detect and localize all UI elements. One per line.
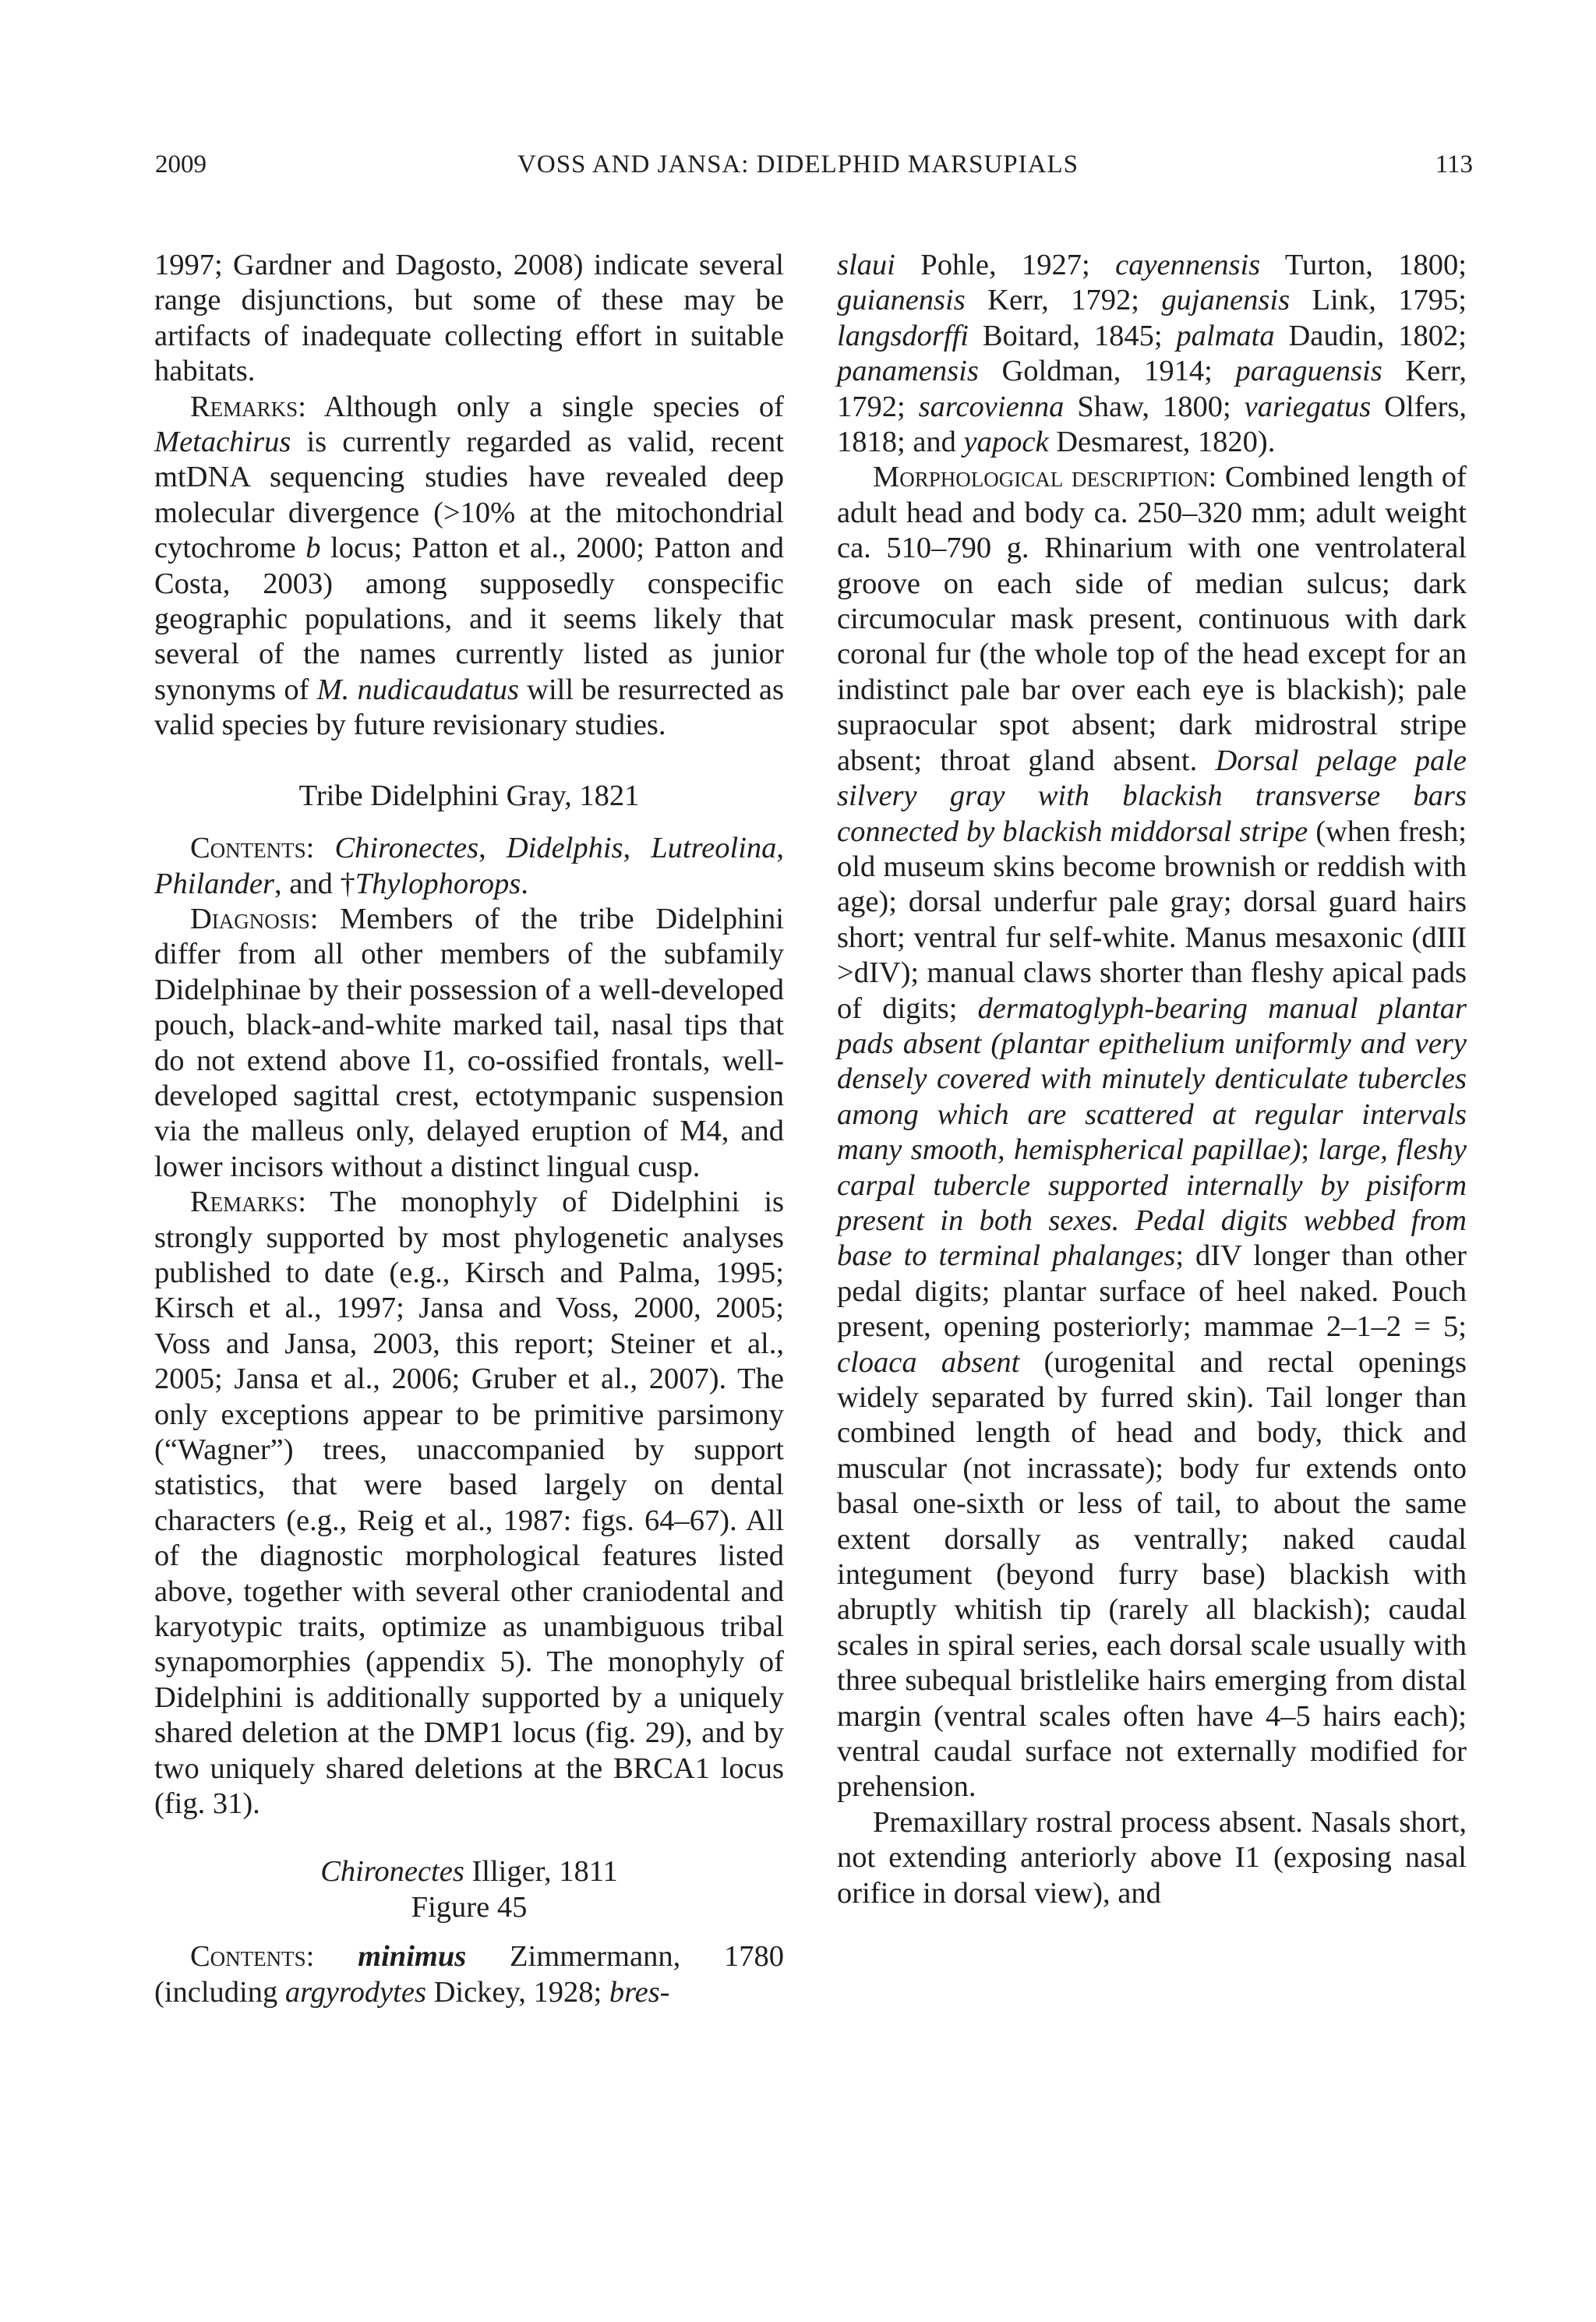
- species-name: M. nudicaudatus: [316, 673, 519, 706]
- left-column: [154, 248, 784, 2010]
- paragraph-range: 1997; Gardner and Dagosto, 2008) indicate several range disjunctions, but some of these may be artifacts of inadequate collecting effort in suitable habitats.: [154, 249, 784, 388]
- paragraph-diagnosis: Diagnosis: Members of the tribe Didelphini differ from all other members of the subfamily Didelphinae by their possession of a well-developed pouch, black-and-white marked tail, nasal tips that do not extend above I1, co-ossified frontals, well-developed sagittal crest, ectotympanic suspension via the malleus only, delayed eruption of M4, and lower incisors without a distinct lingual cusp.: [154, 902, 784, 1183]
- paragraph-remarks-metachirus: Remarks: Although only a single species of Metachirus is currently regarded as valid, recent mtDNA sequencing studies have revealed deep molecular divergence (>10% at the mitochondrial cytochrome b locus; Patton et al., 2000; Patton and Costa, 2003) among supposedly conspecific geographic populations, and it seems likely that several of the names currently listed as junior synonyms of M. nudicaudatus will be resurrected as valid species by future revisionary studies.: [154, 390, 785, 742]
- paragraph-contents-tribe: Contents: Chironectes, Didelphis, Lutreolina, Philander, and †Thylophorops.: [154, 832, 785, 900]
- paragraph-synonym-list: slaui Pohle, 1927; cayennensis Turton, 1800; guianensis Kerr, 1792; gujanensis Link, 1795; langsdorffi Boitard, 1845; palmata Daudin, 1802; panamensis Goldman, 1914; paraguensis Kerr, 1792; sarcovienna Shaw, 1800; variegatus Olfers, 1818; and yapock Desmarest, 1820).: [837, 249, 1467, 459]
- running-header: [0, 145, 1596, 184]
- paragraph-remarks-didelphini: Remarks: The monophyly of Didelphini is strongly supported by most phylogenetic analyses published to date (e.g., Kirsch and Palma, 1995; Kirsch et al., 1997; Jansa and Voss, 2000, 2005; Voss and Jansa, 2003, this report; Steiner et al., 2005; Jansa et al., 2006; Gruber et al., 2007). The only exceptions appear to be primitive parsimony (“Wagner”) trees, unaccompanied by support statistics, that were based largely on dental characters (e.g., Reig et al., 1987: figs. 64–67). All of the diagnostic morphological features listed above, together with several other craniodental and karyotypic traits, optimize as unambiguous tribal synapomorphies (appendix 5). The monophyly of Didelphini is additionally supported by a uniquely shared deletion at the DMP1 locus (fig. 29), and by two uniquely shared deletions at the BRCA1 locus (fig. 31).: [154, 1186, 784, 1821]
- figure-reference: Figure 45: [411, 1890, 528, 1924]
- remarks-label: Remarks:: [190, 1186, 306, 1219]
- paragraph-morphological-description: Morphological description: Combined length of adult head and body ca. 250–320 mm; adult weight ca. 510–790 g. Rhinarium with one ventrolateral groove on each side of median sulcus; dark circumocular mask present, continuous with dark coronal fur (the whole top of the head except for an indistinct pale bar over each eye is blackish); pale supraocular spot absent; dark midrostral stripe absent; throat gland absent. Dorsal pelage pale silvery gray with blackish transverse bars connected by blackish middorsal stripe (when fresh; old museum skins become brownish or reddish with age); dorsal underfur pale gray; dorsal guard hairs short; ventral fur self-white. Manus mesaxonic (dIII >dIV); manual claws shorter than fleshy apical pads of digits; dermatoglyph-bearing manual plantar pads absent (plantar epithelium uniformly and very densely covered with minutely denticulate tubercles among which are scattered at regular intervals many smooth, hemispherical papillae); large, fleshy carpal tubercle supported internally by pisiform present in both sexes. Pedal digits webbed from base to terminal phalanges; dIV longer than other pedal digits; plantar surface of heel naked. Pouch present, opening posteriorly; mammae 2–1–2 = 5; cloaca absent (urogenital and rectal openings widely separated by furred skin). Tail longer than combined length of head and body, thick and muscular (not incrassate); body fur extends onto basal one-sixth or less of tail, to about the same extent dorsally as ventrally; naked caudal integument (beyond furry base) blackish with abruptly whitish tip (rarely all blackish); caudal scales in spiral series, each dorsal scale usually with three subequal bristlelike hairs emerging from distal margin (ventral scales often have 4–5 hairs each); ventral caudal surface not externally modified for prehension.: [837, 461, 1467, 1804]
- section-heading-tribe: Tribe Didelphini Gray, 1821: [298, 779, 640, 812]
- diagnosis-label: Diagnosis:: [190, 902, 319, 935]
- right-column: [837, 248, 1467, 1911]
- contents-label: Contents:: [190, 1940, 315, 1974]
- morphological-description-label: Morphological description:: [873, 461, 1217, 494]
- header-running-title: VOSS AND JANSA: DIDELPHID MARSUPIALS: [517, 150, 1079, 178]
- contents-label: Contents:: [190, 832, 315, 865]
- paragraph-contents-genus: Contents: minimus Zimmermann, 1780 (including argyrodytes Dickey, 1928; bres-: [154, 1940, 784, 2009]
- paragraph-premaxillary: Premaxillary rostral process absent. Nasals short, not extending anteriorly above I1 (exposing nasal orifice in dorsal view), and: [837, 1805, 1467, 1910]
- section-heading-genus: Chironectes Illiger, 1811 Figure 45: [154, 1854, 784, 1925]
- genus-name: Metachirus: [154, 426, 291, 459]
- header-page-number: 113: [1435, 150, 1473, 178]
- header-year: 2009: [155, 150, 207, 178]
- remarks-label: Remarks:: [190, 390, 306, 423]
